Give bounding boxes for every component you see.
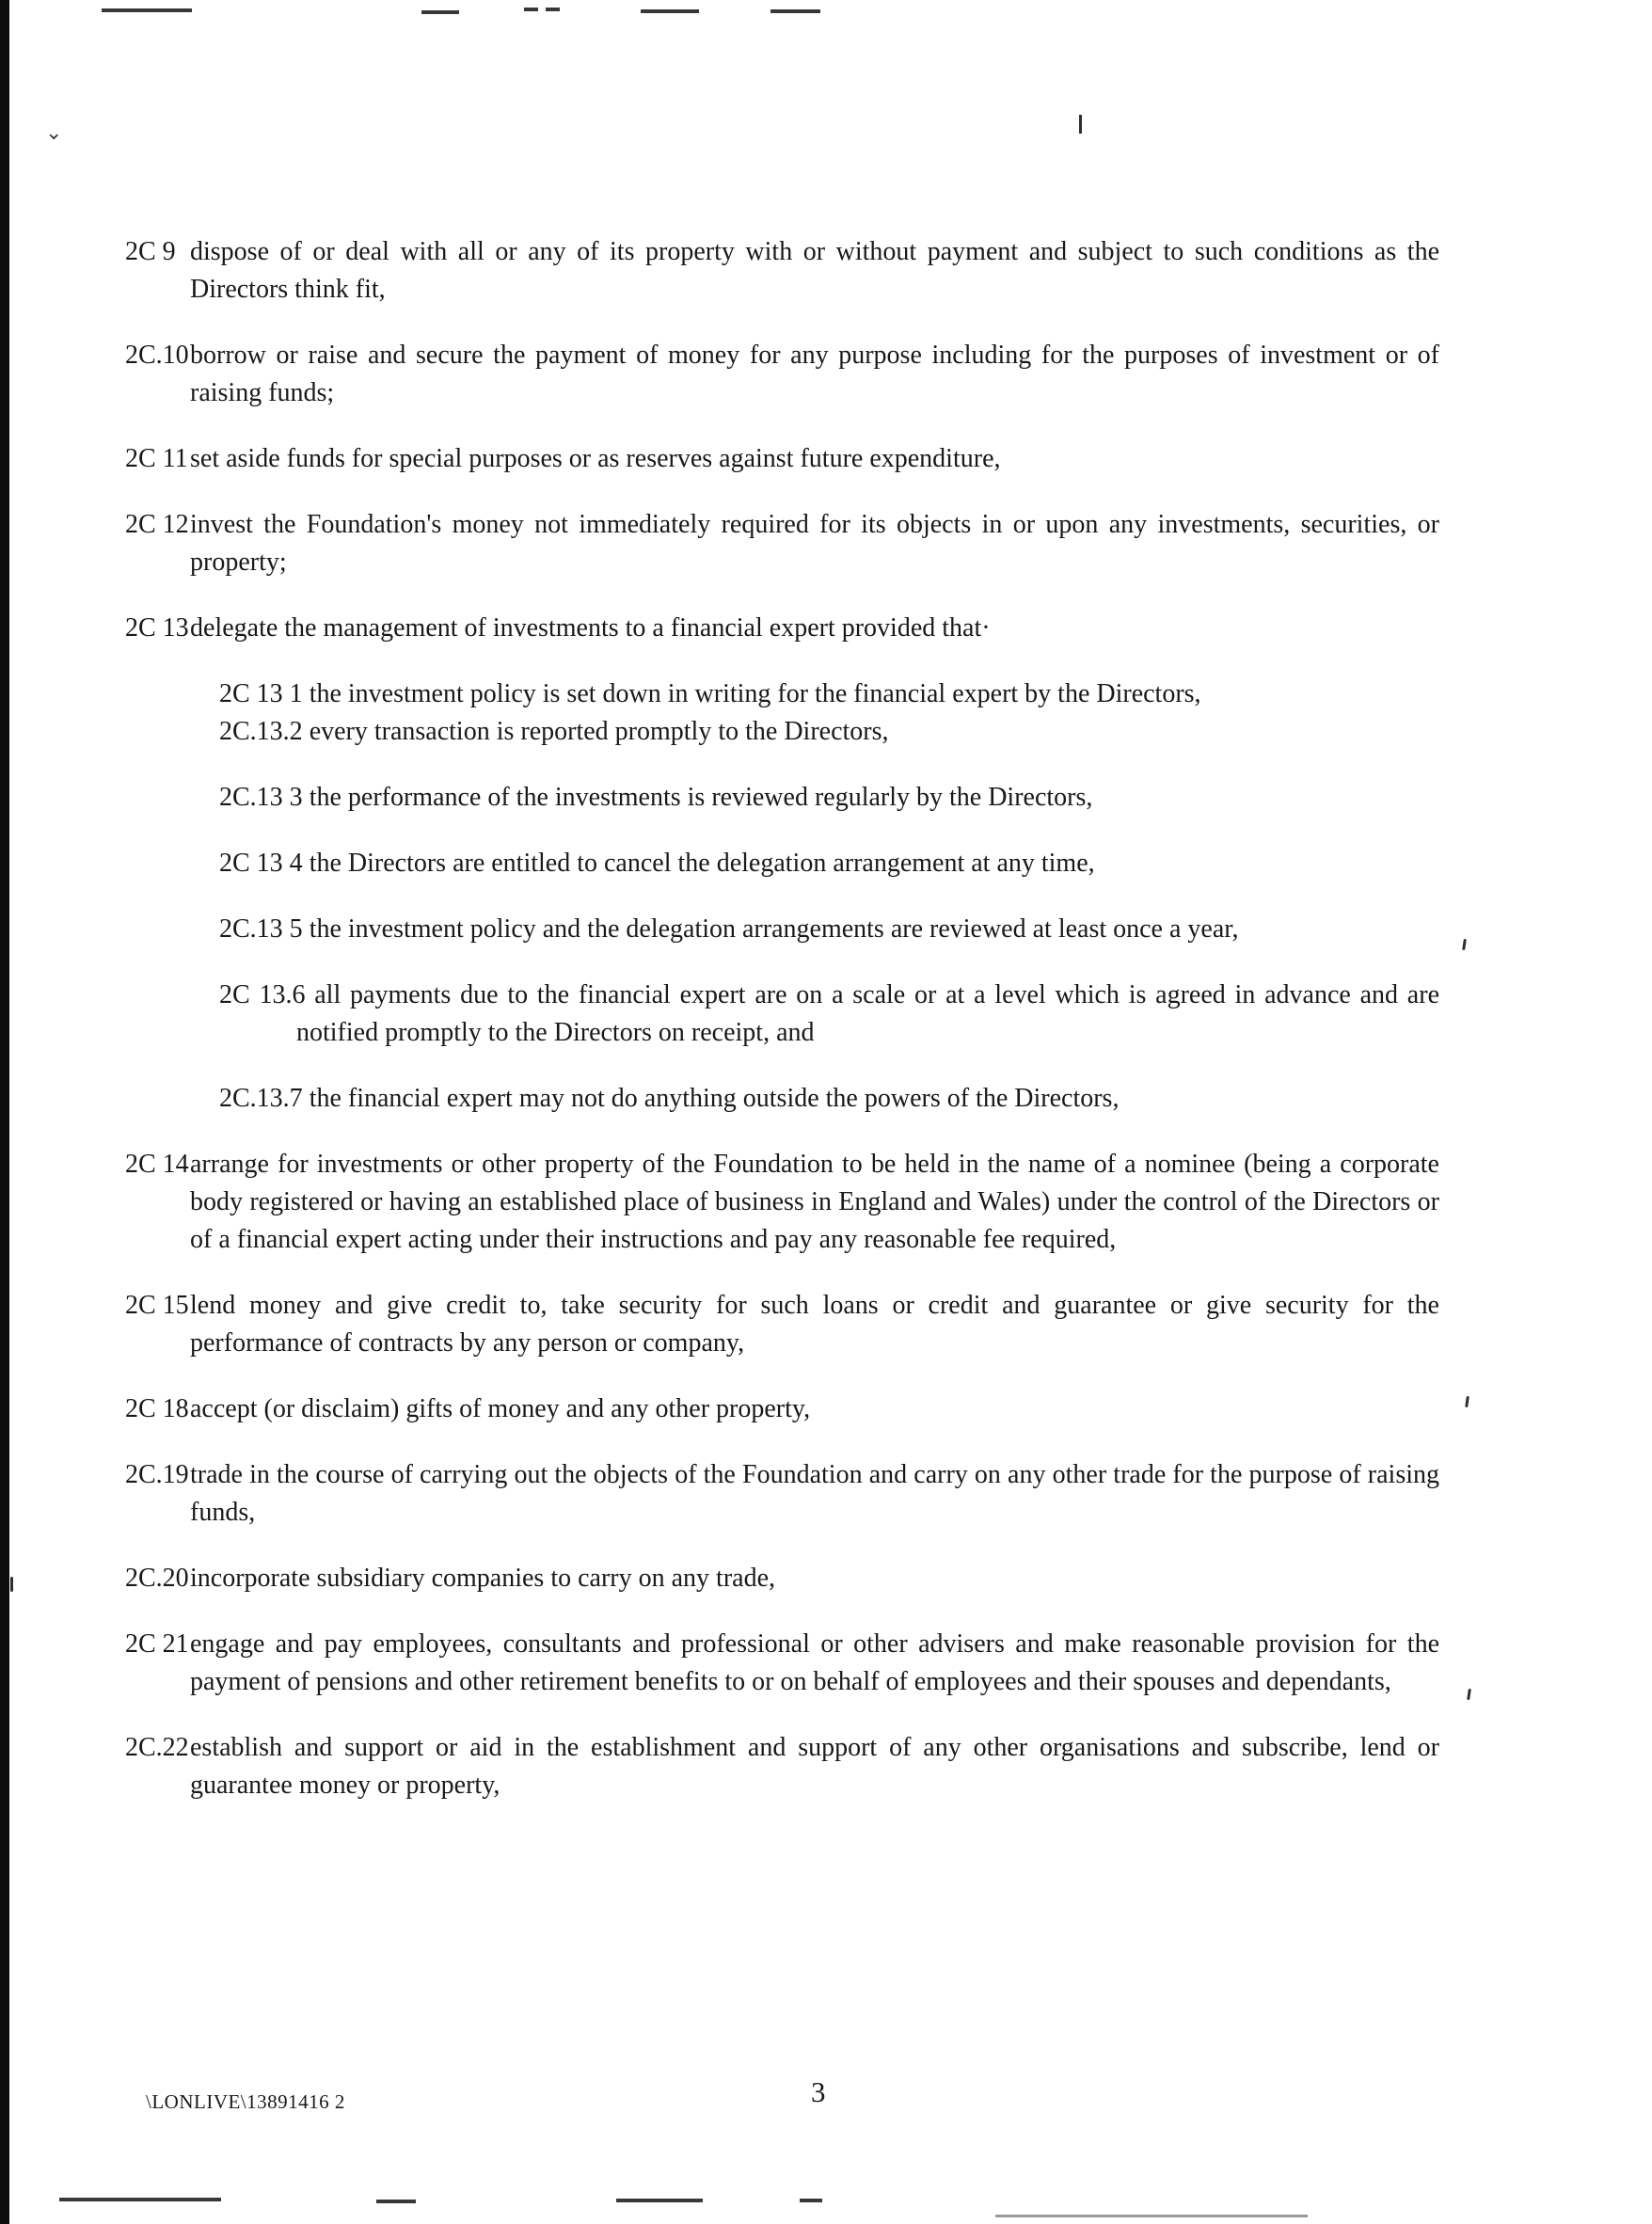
scan-artifact-speck (10, 1577, 13, 1592)
clause-row (125, 1560, 1439, 1597)
subclause-text: the investment policy and the delegation arrangements are reviewed at least once a year, (309, 914, 1239, 944)
scan-artifact-tick (1079, 115, 1082, 134)
scan-artifact-bottom-dash (800, 2199, 822, 2202)
subclause-text: the financial expert may not do anything outside the powers of the Directors, (309, 1084, 1120, 1113)
scan-artifact-bottom-dash (59, 2198, 221, 2201)
clause-text: establish and support or aid in the establishment and support of any other organisations and subscribe, lend or guarantee money or property, (190, 1733, 1439, 1800)
clause-row (125, 337, 1439, 412)
clause-number: 2C.20 (125, 1564, 189, 1593)
clause-number: 2C 13 (125, 613, 189, 643)
clause-number: 2C.10 (125, 341, 189, 370)
clause-row (125, 1626, 1439, 1701)
scan-artifact-speck (1467, 1689, 1471, 1700)
clause-text: borrow or raise and secure the payment of money for any purpose including for the purposes of investment or of raising funds; (190, 341, 1439, 407)
clause-text: dispose of or deal with all or any of its property with or without payment and subject to such conditions as the Directors think fit, (190, 237, 1439, 304)
clause-text: arrange for investments or other property of the Foundation to be held in the name of a nominee (being a corporate body registered or having an established place of business in England and Wales) under the control of the Directors or of a financial expert acting under their instructions and pay any reasonable fee required, (190, 1150, 1439, 1254)
scan-artifact-speck (1465, 1396, 1469, 1407)
scan-artifact-speck (1462, 939, 1467, 950)
clause-number: 2C 14 (125, 1150, 189, 1179)
clause-text: set aside funds for special purposes or as reserves against future expenditure, (190, 444, 1001, 473)
subclause-row (219, 713, 1439, 751)
subclause-text: every transaction is reported promptly to the Directors, (309, 717, 889, 746)
clause-number: 2C 9 (125, 237, 176, 266)
clause-list (125, 233, 1439, 1833)
scan-artifact-top-dash (102, 8, 192, 12)
clause-number: 2C 11 (125, 444, 188, 473)
subclause-number: 2C.13.2 (219, 717, 303, 746)
scan-artifact-top-dash (524, 8, 538, 11)
subclause-row (219, 779, 1439, 817)
clause-text: trade in the course of carrying out the objects of the Foundation and carry on any other trade for the purpose of raising funds, (190, 1460, 1439, 1527)
scan-artifact-top-dash (421, 10, 459, 14)
clause-text: lend money and give credit to, take security for such loans or credit and guarantee or give security for the performance of contracts by any person or company, (190, 1291, 1439, 1358)
clause-text: incorporate subsidiary companies to carry on any trade, (190, 1564, 776, 1593)
subclause-number: 2C.13.7 (219, 1084, 303, 1113)
subclause-number: 2C.13 5 (219, 914, 303, 944)
clause-row (125, 1390, 1439, 1428)
subclause-row (219, 845, 1439, 882)
subclause-number: 2C 13 4 (219, 849, 303, 878)
subclause-row (219, 911, 1439, 948)
clause-row (125, 233, 1439, 309)
scan-artifact-top-dash (770, 9, 820, 13)
subclause-row (219, 1080, 1439, 1118)
clause-row (125, 506, 1439, 581)
clause-number: 2C 18 (125, 1394, 189, 1423)
clause-number: 2C 15 (125, 1291, 189, 1320)
clause-number: 2C 12 (125, 510, 189, 539)
scan-edge-bar (0, 0, 9, 2224)
subclause-text: the Directors are entitled to cancel the delegation arrangement at any time, (309, 849, 1095, 878)
footer-reference: \LONLIVE\13891416 2 (146, 2090, 345, 2113)
subclause-number: 2C.13 3 (219, 783, 303, 812)
scan-artifact-bottom-dash (616, 2199, 703, 2202)
scan-artifact-top-dash (546, 8, 560, 11)
clause-row (125, 610, 1439, 647)
scan-artifact-bottom-dash (376, 2200, 416, 2203)
clause-text: invest the Foundation's money not immediately required for its objects in or upon any investments, securities, or property; (190, 510, 1439, 577)
subclause-text: the investment policy is set down in writing for the financial expert by the Directors, (309, 679, 1201, 708)
page-number: 3 (811, 2075, 826, 2108)
clause-text: delegate the management of investments to a financial expert provided that· (190, 613, 991, 643)
clause-row (125, 440, 1439, 478)
subclause-row (219, 977, 1439, 1052)
subclause-text: all payments due to the financial expert are on a scale or at a level which is agreed in advance and are notified promptly to the Directors on receipt, and (296, 980, 1439, 1047)
scan-artifact-corner-mark: ⌄ (45, 120, 63, 144)
subclause-number: 2C 13.6 (219, 980, 306, 1009)
scan-artifact-bottom-line (995, 2215, 1308, 2217)
subclause-number: 2C 13 1 (219, 679, 303, 708)
clause-row (125, 1729, 1439, 1804)
clause-row (125, 1456, 1439, 1532)
subclause-row (219, 675, 1439, 713)
clause-row (125, 1146, 1439, 1259)
subclause-text: the performance of the investments is reviewed regularly by the Directors, (309, 783, 1093, 812)
clause-text: accept (or disclaim) gifts of money and any other property, (190, 1394, 811, 1423)
clause-text: engage and pay employees, consultants and professional or other advisers and make reasonable provision for the payment of pensions and other retirement benefits to or on behalf of employees and their spouses and dependants, (190, 1629, 1439, 1696)
clause-row (125, 1287, 1439, 1362)
scan-artifact-top-dash (641, 9, 699, 13)
clause-number: 2C.19 (125, 1460, 189, 1489)
clause-number: 2C.22 (125, 1733, 189, 1762)
clause-number: 2C 21 (125, 1629, 189, 1659)
